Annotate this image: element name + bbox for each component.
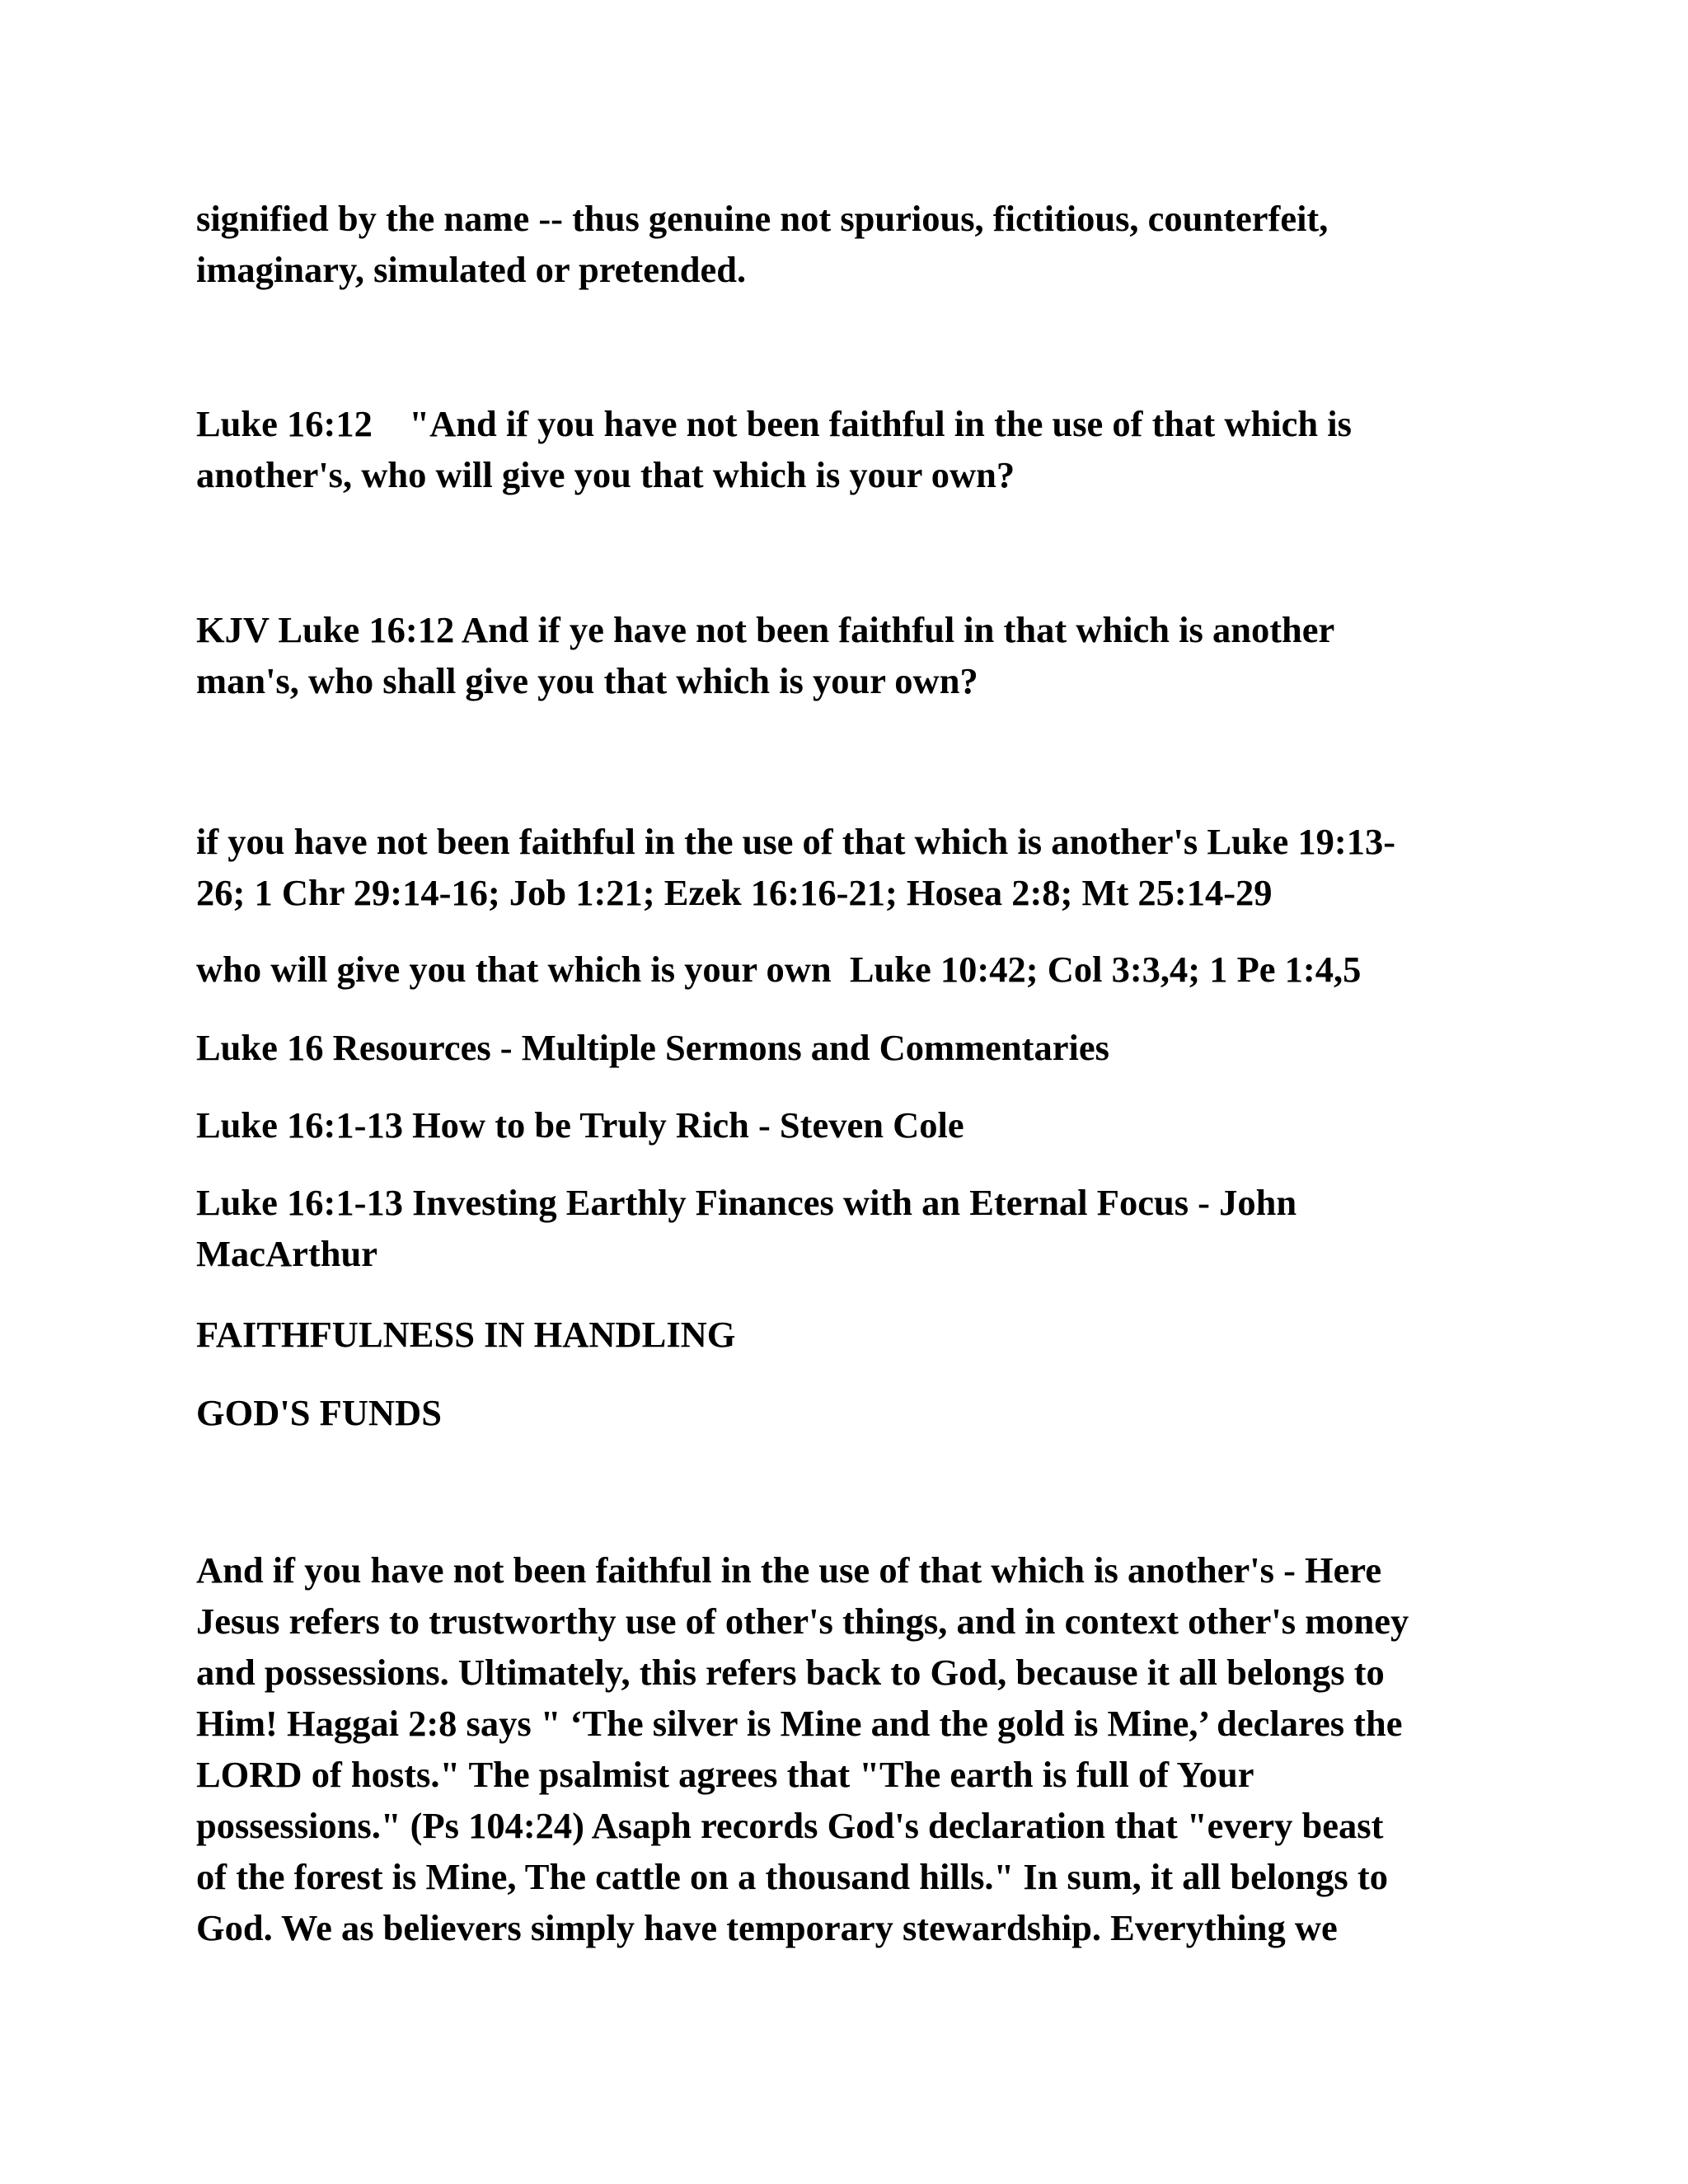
text-line: imaginary, simulated or pretended. bbox=[196, 249, 747, 290]
commentary-paragraph bbox=[196, 1544, 1482, 1953]
text-line: signified by the name -- thus genuine not spurious, fictitious, counterfeit, bbox=[196, 198, 1329, 239]
resource-link-label[interactable]: Luke 16 Resources - Multiple Sermons and Commentaries bbox=[196, 1027, 1109, 1068]
verse-kjv bbox=[196, 604, 1482, 706]
text-line: Jesus refers to trustworthy use of other's things, and in context other's money bbox=[196, 1601, 1409, 1642]
definition-continuation bbox=[196, 193, 1482, 295]
section-heading-line-2 bbox=[196, 1387, 1482, 1438]
resource-link-macarthur[interactable] bbox=[196, 1177, 1482, 1279]
text-line: of the forest is Mine, The cattle on a thousand hills." In sum, it all belongs to bbox=[196, 1856, 1388, 1897]
text-line: LORD of hosts." The psalmist agrees that "The earth is full of Your bbox=[196, 1754, 1254, 1795]
resource-link-multiple[interactable] bbox=[196, 1022, 1482, 1073]
text-line: who will give you that which is your own Luke 10:42; Col 3:3,4; 1 Pe 1:4,5 bbox=[196, 949, 1362, 990]
text-line: and possessions. Ultimately, this refers back to God, because it all belongs to bbox=[196, 1652, 1385, 1693]
resource-link-label[interactable]: Luke 16:1-13 Investing Earthly Finances with an Eternal Focus - John bbox=[196, 1182, 1297, 1223]
text-line: Luke 16:12 "And if you have not been faithful in the use of that which is bbox=[196, 403, 1352, 444]
resource-link-label[interactable]: Luke 16:1-13 How to be Truly Rich - Steven Cole bbox=[196, 1104, 964, 1146]
text-line: another's, who will give you that which is your own? bbox=[196, 454, 1015, 495]
verse-nasb bbox=[196, 398, 1482, 500]
heading-text: FAITHFULNESS IN HANDLING bbox=[196, 1314, 736, 1355]
cross-references bbox=[196, 816, 1482, 918]
text-line: man's, who shall give you that which is your own? bbox=[196, 660, 978, 701]
text-line: And if you have not been faithful in the use of that which is another's - Here bbox=[196, 1549, 1382, 1591]
text-line: KJV Luke 16:12 And if ye have not been faithful in that which is another bbox=[196, 609, 1335, 650]
heading-text: GOD'S FUNDS bbox=[196, 1392, 442, 1433]
resource-link-cole[interactable] bbox=[196, 1099, 1482, 1151]
text-line: God. We as believers simply have temporary stewardship. Everything we bbox=[196, 1907, 1338, 1948]
text-line: Him! Haggai 2:8 says " ‘The silver is Mine and the gold is Mine,’ declares the bbox=[196, 1703, 1403, 1744]
text-line: 26; 1 Chr 29:14-16; Job 1:21; Ezek 16:16-21; Hosea 2:8; Mt 25:14-29 bbox=[196, 872, 1273, 913]
resource-link-label[interactable]: MacArthur bbox=[196, 1233, 377, 1274]
cross-reference-own bbox=[196, 944, 1482, 995]
text-line: if you have not been faithful in the use of that which is another's Luke 19:13- bbox=[196, 821, 1396, 862]
text-line: possessions." (Ps 104:24) Asaph records God's declaration that "every beast bbox=[196, 1805, 1384, 1846]
section-heading-line-1 bbox=[196, 1309, 1482, 1360]
